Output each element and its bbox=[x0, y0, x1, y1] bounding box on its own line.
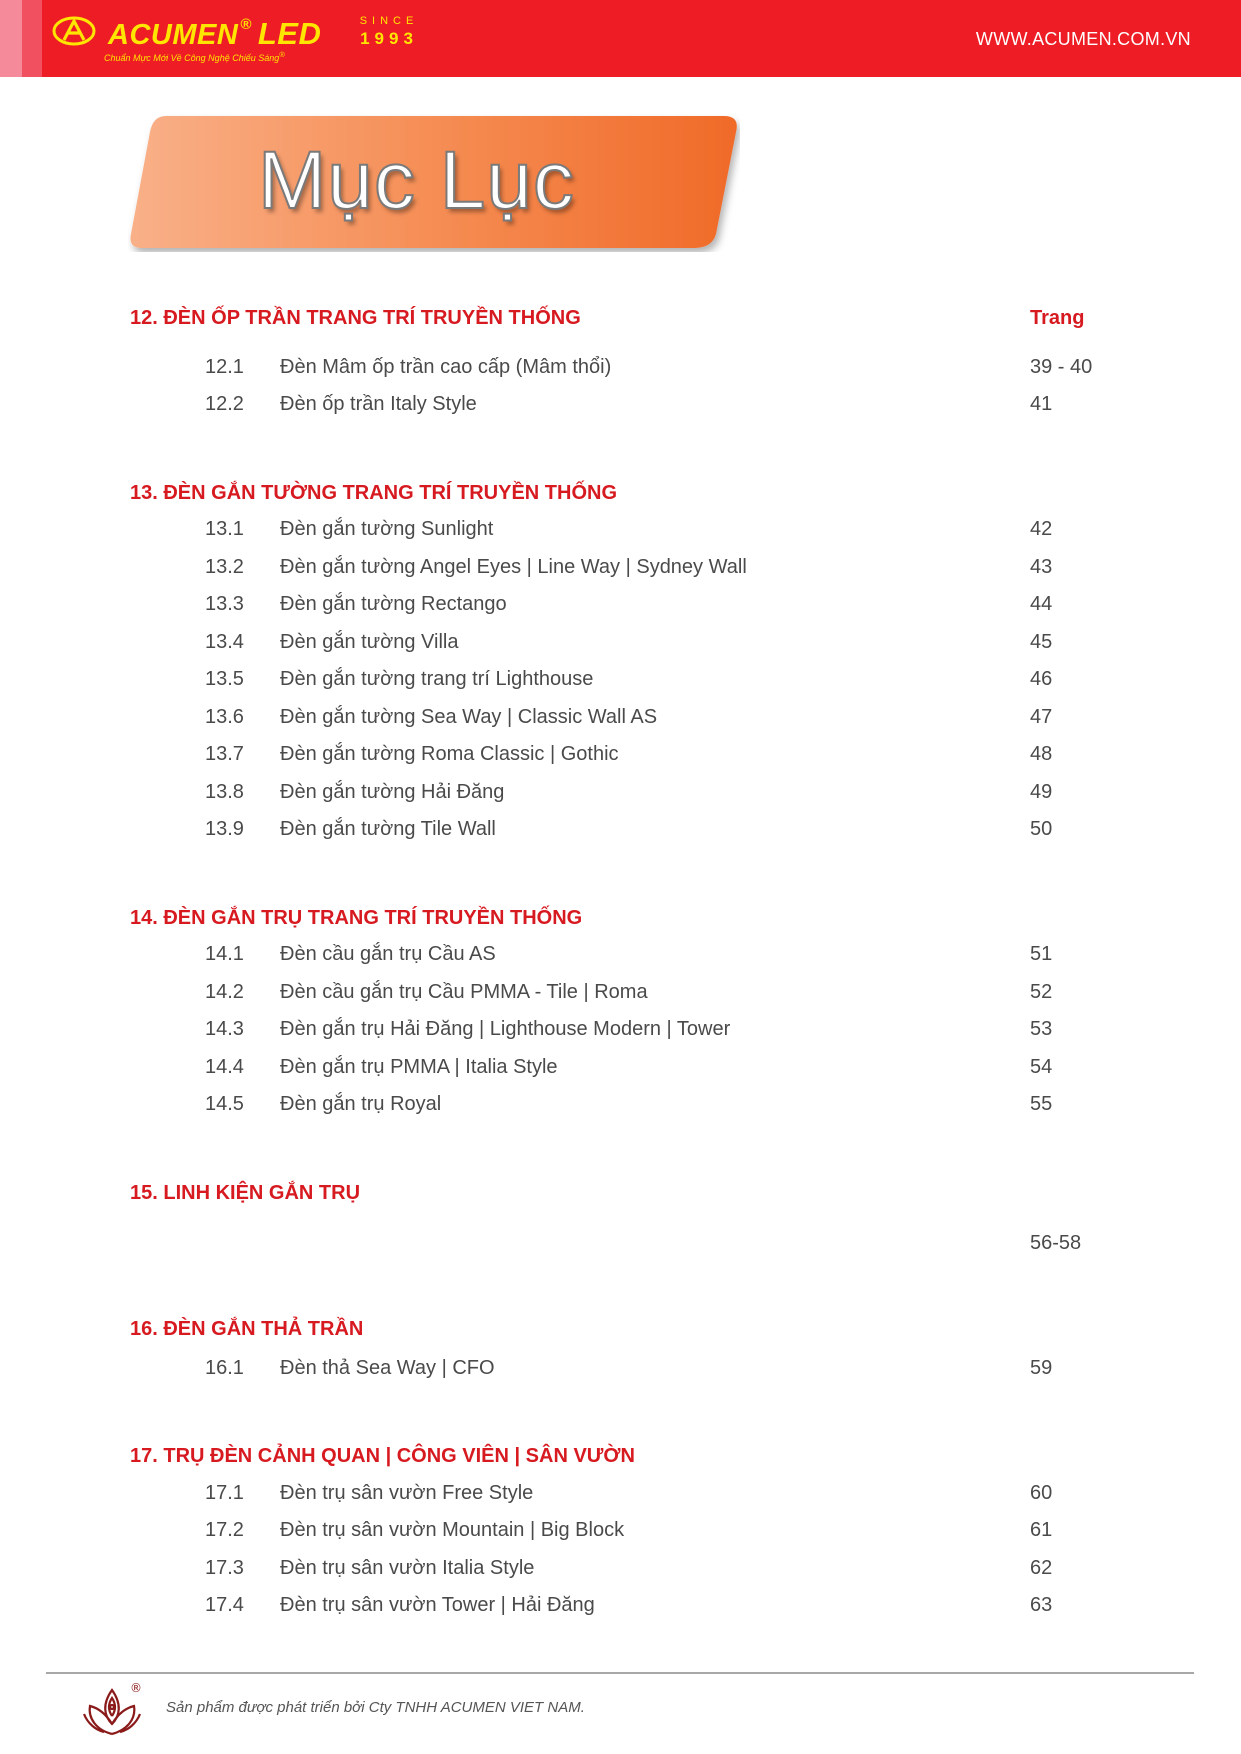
header-accent-strip bbox=[0, 0, 22, 77]
toc-item-title: Đèn trụ sân vườn Tower | Hải Đăng bbox=[280, 1594, 595, 1616]
toc-item-title: Đèn gắn tường Hải Đăng bbox=[280, 781, 505, 803]
toc-item-title: Đèn ốp trần Italy Style bbox=[280, 393, 477, 415]
toc-item-number: 16.1 bbox=[205, 1357, 244, 1379]
toc-item-title: Đèn gắn tường Rectango bbox=[280, 593, 507, 615]
toc-item-number: 13.4 bbox=[205, 631, 244, 653]
footer-registered-mark: ® bbox=[130, 1681, 142, 1695]
toc-item-page: 60 bbox=[1030, 1482, 1053, 1504]
brand-registered-mark: ® bbox=[240, 16, 252, 33]
section-title-13: 13. ĐÈN GẮN TƯỜNG TRANG TRÍ TRUYỀN THỐNG bbox=[130, 482, 618, 504]
tagline-registered-mark: ® bbox=[279, 50, 285, 59]
brand-suffix: LED bbox=[257, 16, 322, 51]
brand-tagline-text: Chuẩn Mực Mới Về Công Nghệ Chiếu Sáng bbox=[104, 53, 280, 63]
toc-item-number: 12.2 bbox=[205, 393, 244, 415]
acumen-logo-icon bbox=[52, 16, 96, 46]
toc-item-title: Đèn cầu gắn trụ Cầu AS bbox=[280, 943, 496, 965]
toc-item-title: Đèn trụ sân vườn Italia Style bbox=[280, 1557, 535, 1579]
section-title-17: 17. TRỤ ĐÈN CẢNH QUAN | CÔNG VIÊN | SÂN VƯỜN bbox=[130, 1445, 635, 1467]
since-label: SINCE bbox=[359, 15, 419, 27]
toc-item-page: 63 bbox=[1030, 1594, 1053, 1616]
toc-item-title: Đèn gắn trụ Hải Đăng | Lighthouse Modern | Tower bbox=[280, 1018, 731, 1040]
toc-item-title: Đèn gắn tường Sea Way | Classic Wall AS bbox=[280, 706, 658, 728]
toc-row[interactable] bbox=[0, 631, 1241, 661]
brand-wordmark bbox=[108, 16, 321, 52]
toc-item-page: 51 bbox=[1030, 943, 1053, 965]
toc-row[interactable] bbox=[0, 818, 1241, 848]
toc-row[interactable] bbox=[0, 1557, 1241, 1587]
toc-row[interactable] bbox=[0, 943, 1241, 973]
footer-credit: Sản phẩm được phát triển bởi Cty TNHH ACUMEN VIET NAM. bbox=[166, 1699, 585, 1716]
toc-row[interactable] bbox=[0, 1056, 1241, 1086]
footer-divider bbox=[46, 1672, 1194, 1674]
page-title: Mục Lục bbox=[258, 135, 575, 226]
toc-row[interactable] bbox=[0, 518, 1241, 548]
toc-item-title: Đèn gắn tường Roma Classic | Gothic bbox=[280, 743, 619, 765]
toc-item-title: Đèn trụ sân vườn Free Style bbox=[280, 1482, 534, 1504]
toc-item-page: 54 bbox=[1030, 1056, 1053, 1078]
brand-name: ACUMEN bbox=[108, 19, 239, 51]
toc-item-page: 41 bbox=[1030, 393, 1053, 415]
section-title-16: 16. ĐÈN GẮN THẢ TRẦN bbox=[130, 1318, 364, 1340]
toc-item-title: Đèn Mâm ốp trần cao cấp (Mâm thổi) bbox=[280, 356, 612, 378]
toc-item-title: Đèn gắn tường Angel Eyes | Line Way | Sydney Wall bbox=[280, 556, 747, 578]
toc-item-page: 39 - 40 bbox=[1030, 356, 1093, 378]
toc-row[interactable] bbox=[0, 743, 1241, 773]
toc-item-number: 13.9 bbox=[205, 818, 244, 840]
toc-item-page: 49 bbox=[1030, 781, 1053, 803]
toc-item-title: Đèn cầu gắn trụ Cầu PMMA - Tile | Roma bbox=[280, 981, 648, 1003]
toc-item-number: 12.1 bbox=[205, 356, 244, 378]
toc-row[interactable] bbox=[0, 668, 1241, 698]
toc-item-number: 17.3 bbox=[205, 1557, 244, 1579]
toc-item-page: 52 bbox=[1030, 981, 1053, 1003]
toc-item-number: 17.1 bbox=[205, 1482, 244, 1504]
toc-row[interactable] bbox=[0, 1018, 1241, 1048]
toc-row[interactable] bbox=[0, 393, 1241, 423]
toc-item-number: 17.4 bbox=[205, 1594, 244, 1616]
brand-tagline bbox=[104, 50, 285, 63]
toc-item-number: 13.3 bbox=[205, 593, 244, 615]
toc-item-page: 48 bbox=[1030, 743, 1053, 765]
page-header bbox=[0, 0, 1241, 77]
section-title-14: 14. ĐÈN GẮN TRỤ TRANG TRÍ TRUYỀN THỐNG bbox=[130, 907, 583, 929]
since-badge bbox=[354, 15, 424, 49]
toc-item-page: 45 bbox=[1030, 631, 1053, 653]
section-title-12: 12. ĐÈN ỐP TRẦN TRANG TRÍ TRUYỀN THỐNG bbox=[130, 307, 581, 329]
toc-item-title: Đèn gắn trụ PMMA | Italia Style bbox=[280, 1056, 558, 1078]
toc-item-title: Đèn thả Sea Way | CFO bbox=[280, 1357, 495, 1379]
header-accent-strip-inner bbox=[22, 0, 42, 77]
toc-row[interactable] bbox=[0, 356, 1241, 386]
toc-item-page: 53 bbox=[1030, 1018, 1053, 1040]
toc-row[interactable] bbox=[0, 593, 1241, 623]
toc-item-page: 55 bbox=[1030, 1093, 1053, 1115]
toc-item-page: 47 bbox=[1030, 706, 1053, 728]
toc-item-title: Đèn gắn tường Sunlight bbox=[280, 518, 494, 540]
section-title-15: 15. LINH KIỆN GẮN TRỤ bbox=[130, 1182, 361, 1204]
toc-item-number: 13.2 bbox=[205, 556, 244, 578]
toc-item-page: 62 bbox=[1030, 1557, 1053, 1579]
toc-item-number: 17.2 bbox=[205, 1519, 244, 1541]
lotus-logo-icon bbox=[82, 1680, 146, 1740]
toc-item-page: 43 bbox=[1030, 556, 1053, 578]
toc-item-title: Đèn gắn tường trang trí Lighthouse bbox=[280, 668, 594, 690]
toc-section-page[interactable]: 56-58 bbox=[1030, 1232, 1082, 1254]
toc-item-number: 13.8 bbox=[205, 781, 244, 803]
toc-item-title: Đèn trụ sân vườn Mountain | Big Block bbox=[280, 1519, 625, 1541]
toc-item-page: 50 bbox=[1030, 818, 1053, 840]
toc-item-page: 59 bbox=[1030, 1357, 1053, 1379]
toc-row[interactable] bbox=[0, 556, 1241, 586]
toc-item-page: 46 bbox=[1030, 668, 1053, 690]
toc-item-title: Đèn gắn tường Tile Wall bbox=[280, 818, 496, 840]
toc-row[interactable] bbox=[0, 1093, 1241, 1123]
toc-row[interactable] bbox=[0, 1482, 1241, 1512]
toc-item-number: 13.7 bbox=[205, 743, 244, 765]
toc-item-title: Đèn gắn trụ Royal bbox=[280, 1093, 442, 1115]
toc-item-number: 14.5 bbox=[205, 1093, 244, 1115]
toc-item-number: 14.4 bbox=[205, 1056, 244, 1078]
toc-item-number: 13.1 bbox=[205, 518, 244, 540]
toc-item-number: 13.5 bbox=[205, 668, 244, 690]
toc-item-number: 13.6 bbox=[205, 706, 244, 728]
toc-item-page: 42 bbox=[1030, 518, 1053, 540]
toc-item-number: 14.3 bbox=[205, 1018, 244, 1040]
toc-item-title: Đèn gắn tường Villa bbox=[280, 631, 459, 653]
toc-row[interactable] bbox=[0, 1519, 1241, 1549]
toc-item-number: 14.2 bbox=[205, 981, 244, 1003]
since-year: 1993 bbox=[360, 29, 418, 48]
toc-row[interactable] bbox=[0, 1357, 1241, 1387]
toc-item-number: 14.1 bbox=[205, 943, 244, 965]
toc-row[interactable] bbox=[0, 1594, 1241, 1624]
toc-row[interactable] bbox=[0, 781, 1241, 811]
toc-row[interactable] bbox=[0, 706, 1241, 736]
brand-logo bbox=[52, 12, 322, 66]
website-link[interactable]: WWW.ACUMEN.COM.VN bbox=[975, 29, 1191, 49]
toc-row[interactable] bbox=[0, 981, 1241, 1011]
toc-item-page: 44 bbox=[1030, 593, 1053, 615]
page-column-header: Trang bbox=[1030, 307, 1085, 329]
toc-item-page: 61 bbox=[1030, 1519, 1053, 1541]
